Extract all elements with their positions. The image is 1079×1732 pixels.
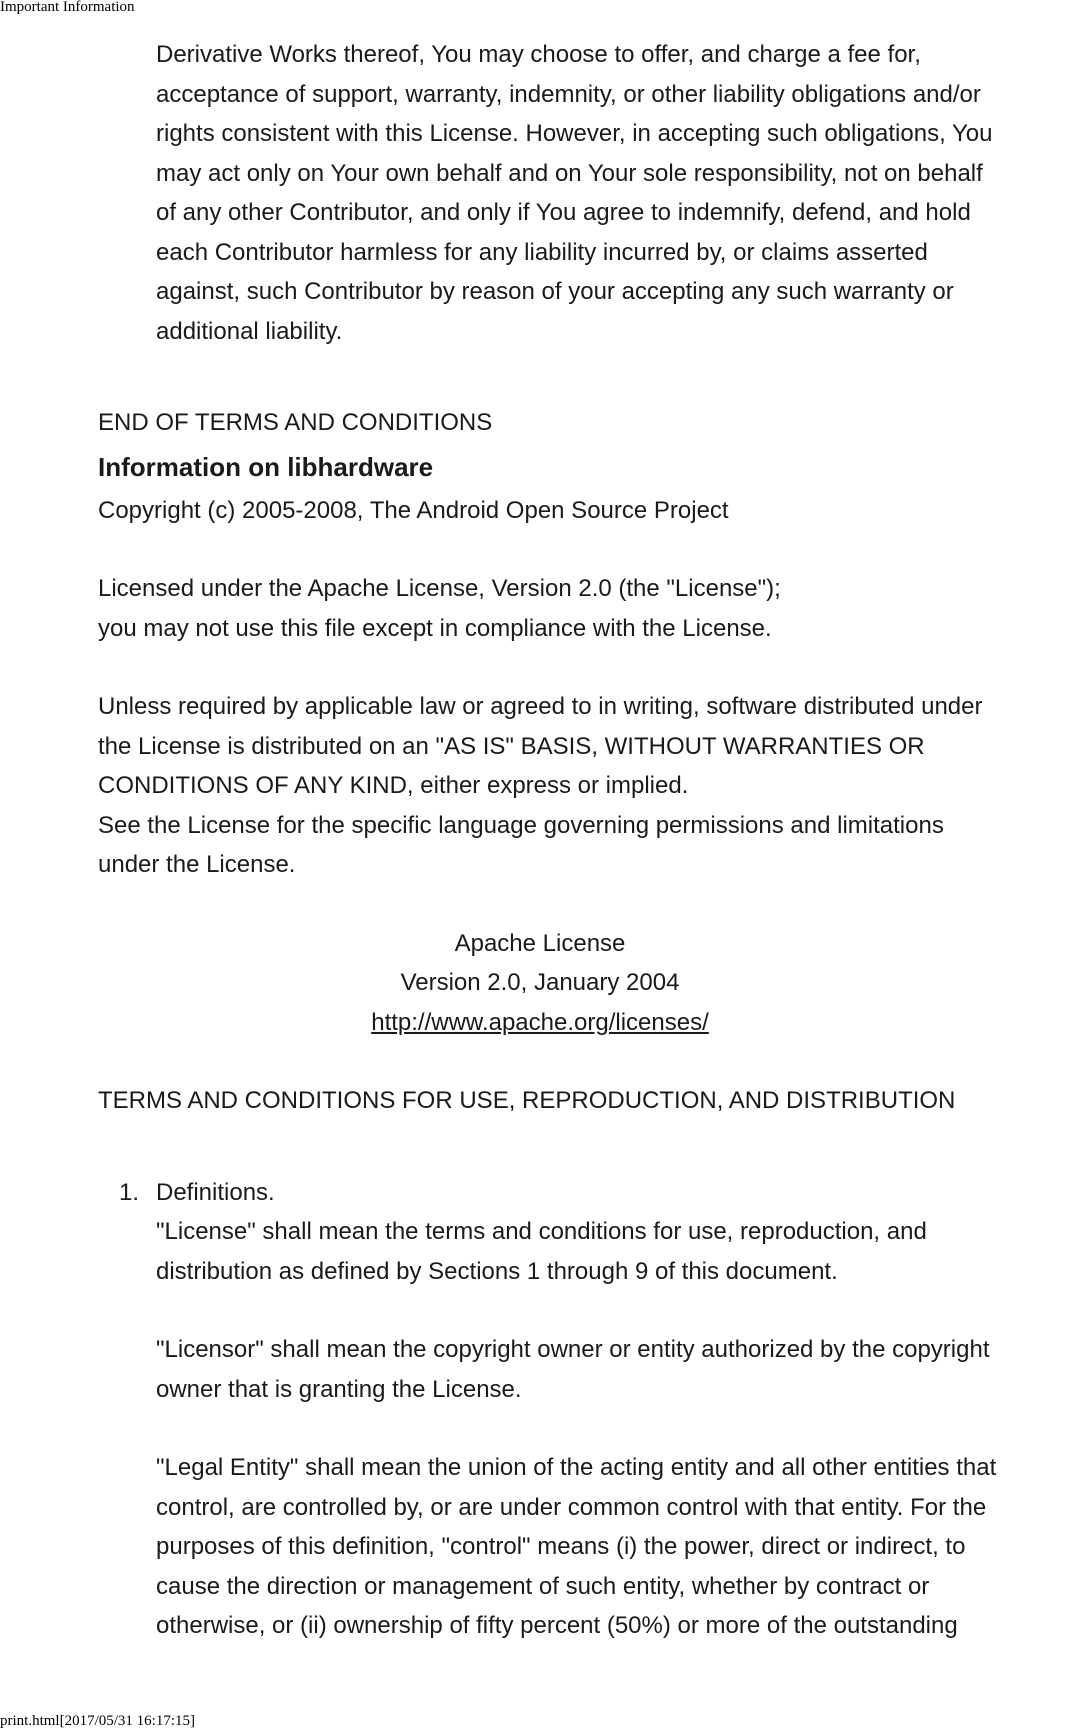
spacer — [98, 530, 1079, 569]
spacer — [156, 1291, 1079, 1330]
print-header-title: Important Information — [0, 0, 135, 15]
spacer — [98, 1121, 1079, 1173]
spacer — [98, 885, 1079, 924]
print-footer-source: print.html[2017/05/31 16:17:15] — [0, 1713, 195, 1729]
definitions-list — [98, 1173, 1079, 1646]
document-body — [98, 35, 1079, 1646]
list-item — [98, 1173, 1079, 1646]
licensor-definition: "Licensor" shall mean the copyright owner or entity authorized by the copyright owner that is granting the License. — [156, 1336, 990, 1403]
license-version: Version 2.0, January 2004 — [400, 969, 680, 996]
licensed-under-paragraph: Licensed under the Apache License, Version 2.0 (the "License"); you may not use this file except in compliance with the License. — [98, 575, 781, 642]
license-name: Apache License — [454, 929, 626, 957]
list-number: 1. — [119, 1178, 140, 1206]
spacer — [98, 1042, 1079, 1081]
end-of-terms: END OF TERMS AND CONDITIONS — [98, 409, 493, 436]
section-title: Information on libhardware — [98, 451, 434, 482]
definitions-title: Definitions. — [156, 1178, 275, 1206]
license-definition: "License" shall mean the terms and conditions for use, reproduction, and distribution as defined by Sections 1 through 9 of this document. — [156, 1218, 927, 1285]
legal-entity-definition: "Legal Entity" shall mean the union of the acting entity and all other entities that control, are controlled by, or are under common control with that entity. For the purposes of this definition, "control" means (i) the power, direct or indirect, to cause the direction or management of such entity, whether by contract or otherwise, or (ii) ownership of fifty percent (50%) or more of the outstanding — [156, 1454, 997, 1639]
terms-heading: TERMS AND CONDITIONS FOR USE, REPRODUCTION, AND DISTRIBUTION — [98, 1087, 956, 1114]
spacer — [98, 648, 1079, 687]
unless-required-paragraph: Unless required by applicable law or agreed to in writing, software distributed under the License is distributed on an "AS IS" BASIS, WITHOUT WARRANTIES OR CONDITIONS OF ANY KIND, either express or implied. See the License for the specific language governing permissions and limitations under the License. — [98, 693, 983, 878]
continued-paragraph: Derivative Works thereof, You may choose to offer, and charge a fee for, acceptance of support, warranty, indemnity, or other liability obligations and/or rights consistent with this License. However, in accepting such obligations, You may act only on Your own behalf and on Your sole responsibility, not on behalf of any other Contributor, and only if You agree to indemnify, defend, and hold each Contributor harmless for any liability incurred by, or claims asserted against, such Contributor by reason of your accepting any such warranty or additional liability. — [156, 41, 993, 345]
spacer — [98, 351, 1079, 403]
spacer — [156, 1409, 1079, 1448]
license-url-link[interactable]: http://www.apache.org/licenses/ — [371, 1008, 709, 1036]
license-title-block — [98, 924, 982, 1043]
copyright-line: Copyright (c) 2005-2008, The Android Open Source Project — [98, 496, 729, 524]
